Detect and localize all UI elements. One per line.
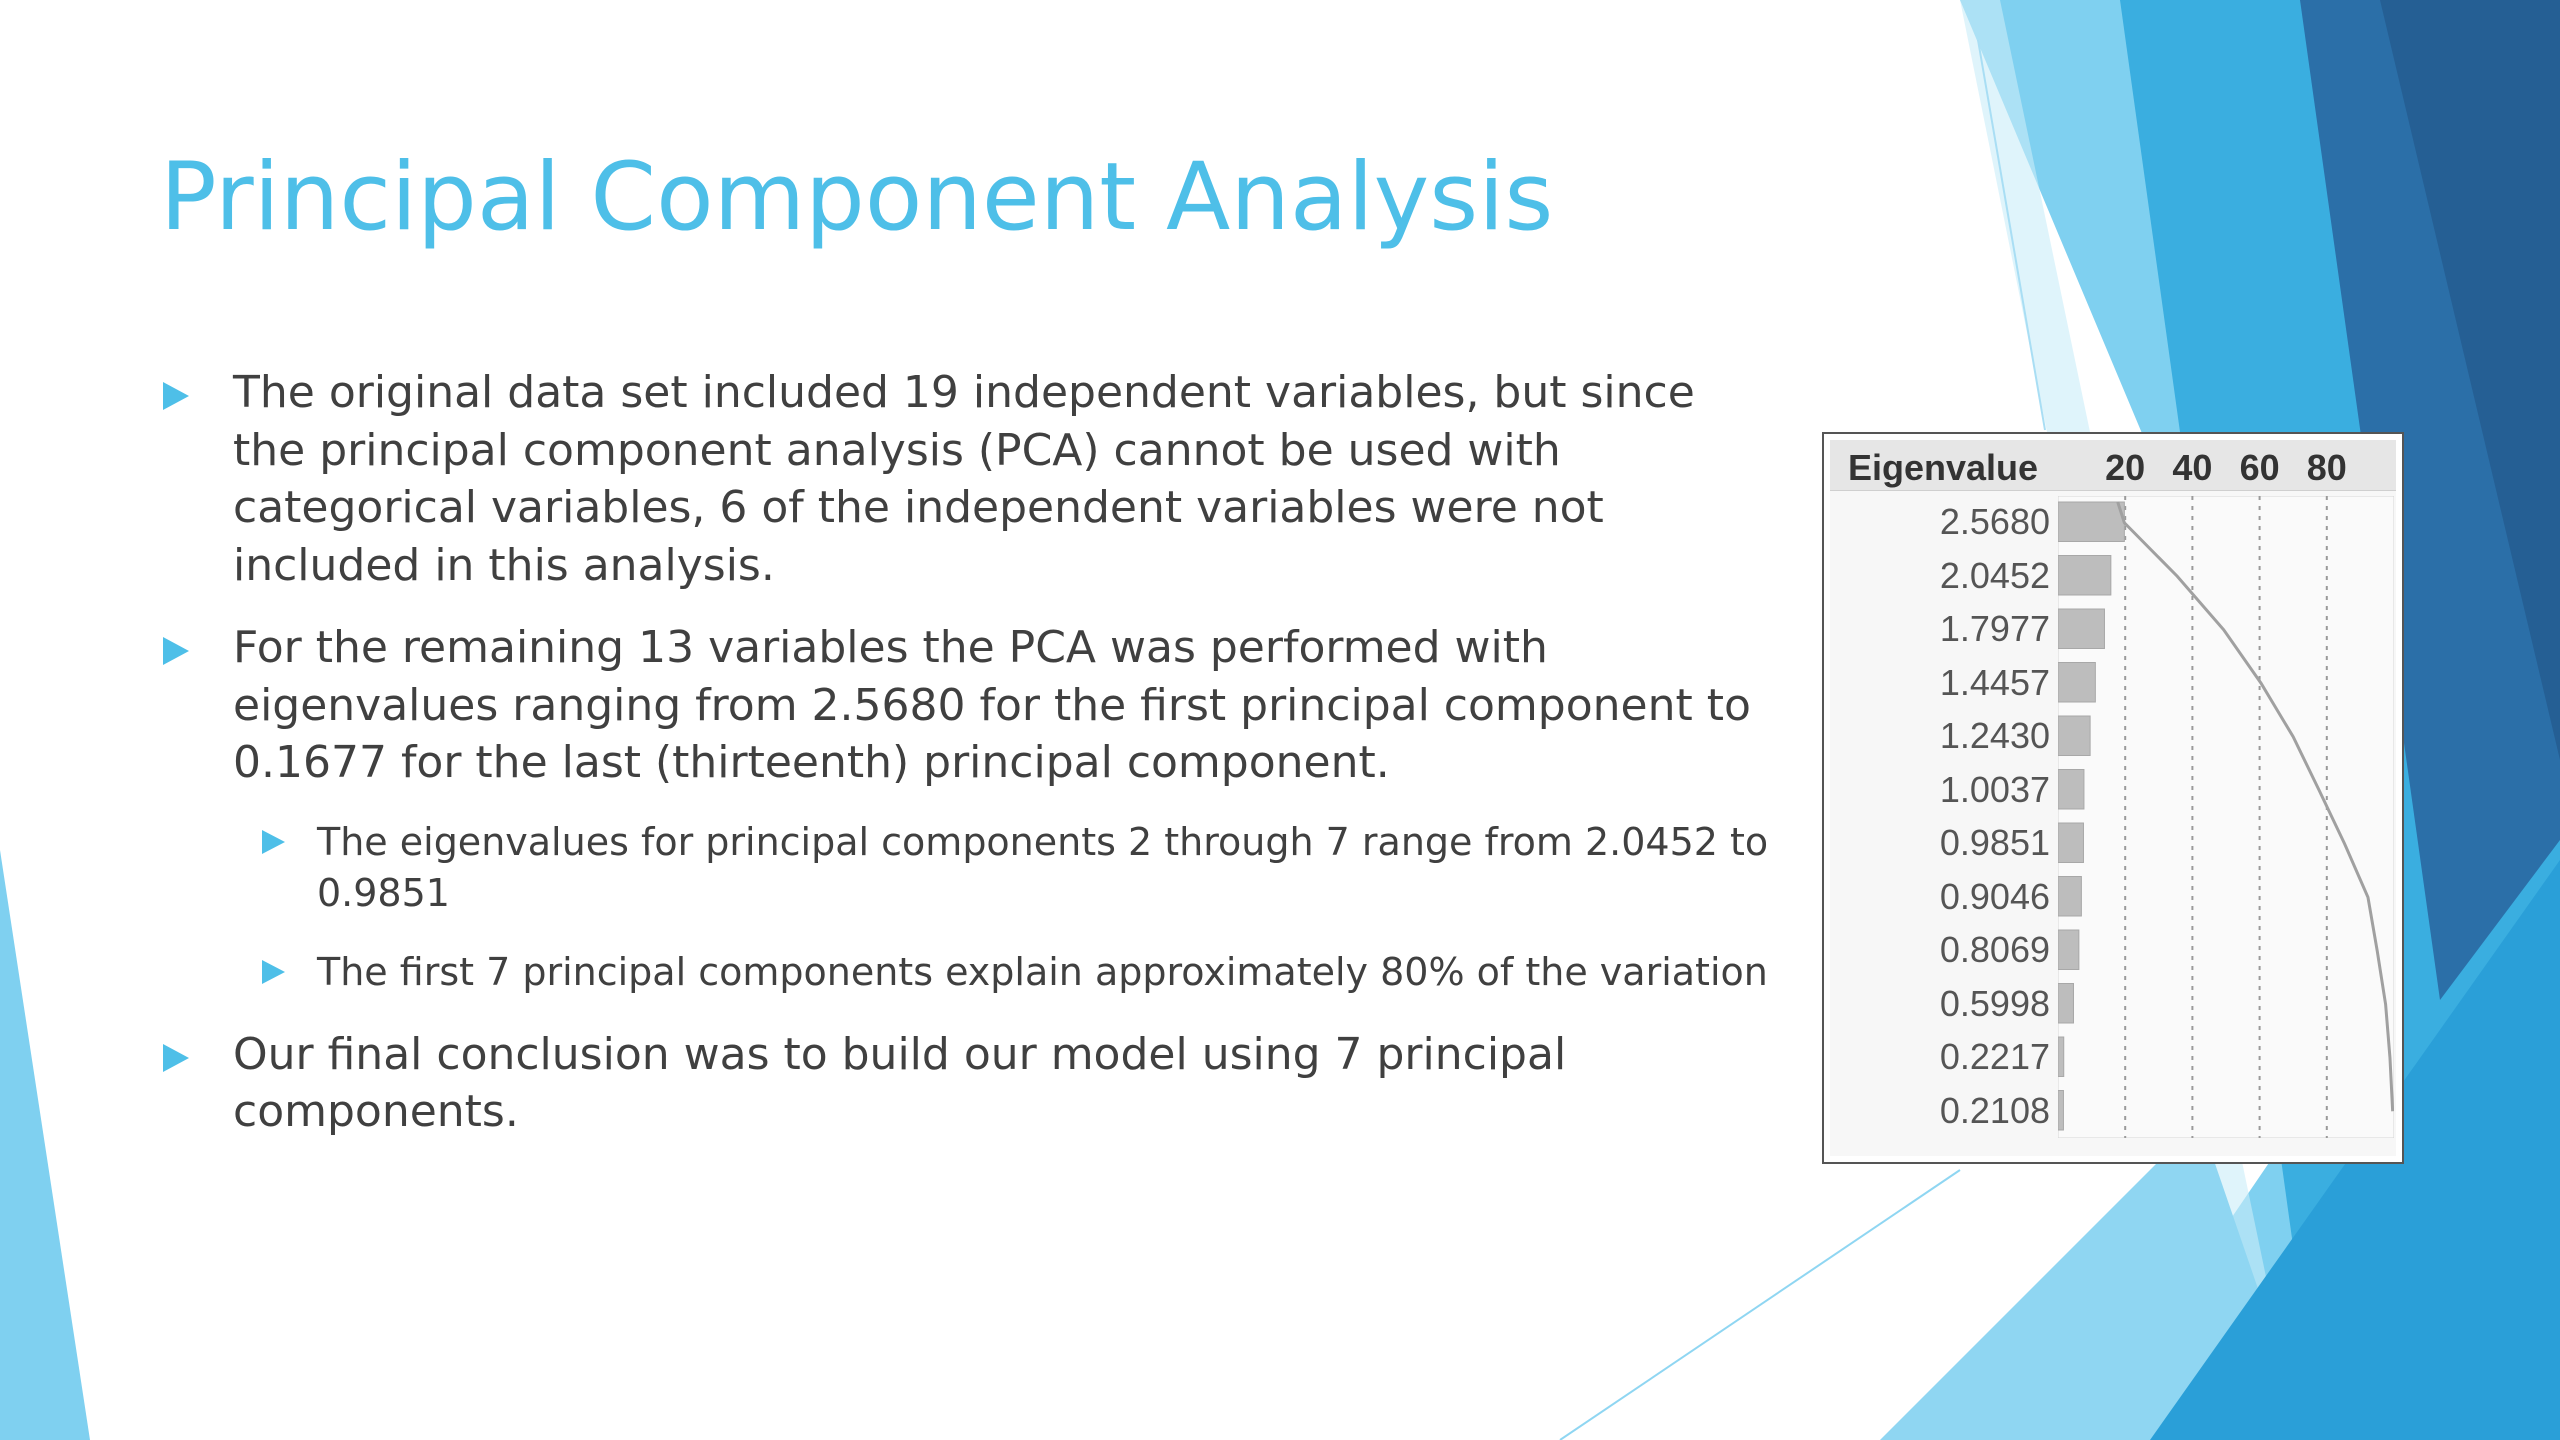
eigenvalue-bar bbox=[2058, 502, 2124, 542]
eigenvalue-bar bbox=[2058, 663, 2095, 703]
bullet-3 bbox=[160, 1026, 1770, 1141]
eigenvalue-bar bbox=[2058, 556, 2111, 596]
eigenvalue-cell: 0.9851 bbox=[1939, 822, 2050, 863]
sub-bullet-1 bbox=[260, 817, 1770, 919]
eigenvalue-cell: 0.9046 bbox=[1939, 875, 2050, 917]
eigenvalue-header-label: Eigenvalue bbox=[1848, 447, 2039, 488]
sub-bullet-arrow-icon bbox=[262, 830, 285, 854]
eigenvalue-table-header bbox=[1830, 440, 2396, 491]
bullet-arrow-icon bbox=[163, 1044, 189, 1072]
eigenvalue-bar bbox=[2058, 877, 2081, 917]
eigenvalue-bar bbox=[2058, 609, 2104, 649]
eigenvalue-cell: 2.5680 bbox=[1939, 501, 2050, 542]
eigenvalue-bar bbox=[2058, 1037, 2064, 1077]
eigenvalue-cell: 0.5998 bbox=[1939, 982, 2050, 1024]
bullet-2-text: For the remaining 13 variables the PCA was performed with eigenvalues ranging from 2.5680 for the first principal component to 0.1677 for the last (thirteenth) principal component. bbox=[233, 622, 1751, 788]
bullet-arrow-icon bbox=[163, 382, 189, 410]
eigenvalue-bar bbox=[2058, 823, 2083, 863]
eigenvalue-cell: 2.0452 bbox=[1939, 554, 2050, 596]
axis-tick-label: 80 bbox=[2306, 447, 2347, 488]
bullet-1 bbox=[160, 364, 1770, 594]
sub-bullet-arrow-icon bbox=[262, 960, 285, 984]
eigenvalue-table-panel bbox=[1822, 432, 2404, 1164]
eigenvalue-cell: 0.2108 bbox=[1939, 1089, 2050, 1131]
eigenvalue-bar bbox=[2058, 930, 2079, 970]
eigenvalue-cell: 1.7977 bbox=[1939, 608, 2050, 649]
sub-bullet-2 bbox=[260, 947, 1770, 998]
left-deco-sliver bbox=[0, 850, 90, 1440]
sub-bullet-1-text: The eigenvalues for principal components 2 through 7 range from 2.0452 to 0.9851 bbox=[317, 819, 1769, 915]
eigenvalue-bar bbox=[2058, 1091, 2063, 1131]
bullet-2-sub-list bbox=[160, 817, 1770, 998]
eigenvalue-plot bbox=[2058, 496, 2394, 1138]
eigenvalue-bar bbox=[2058, 716, 2090, 756]
eigenvalue-table bbox=[1830, 440, 2396, 1156]
eigenvalue-cell: 0.2217 bbox=[1939, 1036, 2050, 1077]
eigenvalue-bar bbox=[2058, 770, 2084, 810]
eigenvalue-cell: 1.0037 bbox=[1939, 768, 2050, 810]
eigenvalue-cell: 0.8069 bbox=[1939, 929, 2050, 970]
axis-tick-label: 40 bbox=[2172, 447, 2213, 488]
eigenvalue-cell: 1.4457 bbox=[1939, 661, 2050, 703]
bullet-1-text: The original data set included 19 independent variables, but since the principal component analysis (PCA) cannot be used with categorical variables, 6 of the independent variables were not included in this analysis. bbox=[233, 367, 1695, 591]
axis-tick-label: 60 bbox=[2239, 447, 2280, 488]
bullet-list bbox=[160, 364, 1770, 1166]
slide-title: Principal Component Analysis bbox=[160, 143, 1554, 252]
bullet-2 bbox=[160, 619, 1770, 792]
eigenvalue-cell: 1.2430 bbox=[1939, 715, 2050, 756]
eigenvalue-bar bbox=[2058, 984, 2073, 1024]
bullet-3-text: Our final conclusion was to build our model using 7 principal components. bbox=[233, 1028, 1567, 1137]
sub-bullet-2-text: The first 7 principal components explain approximately 80% of the variation bbox=[317, 949, 1768, 994]
deco-thin-line bbox=[1560, 1170, 1960, 1440]
axis-tick-label: 20 bbox=[2105, 447, 2146, 488]
bullet-arrow-icon bbox=[163, 637, 189, 665]
